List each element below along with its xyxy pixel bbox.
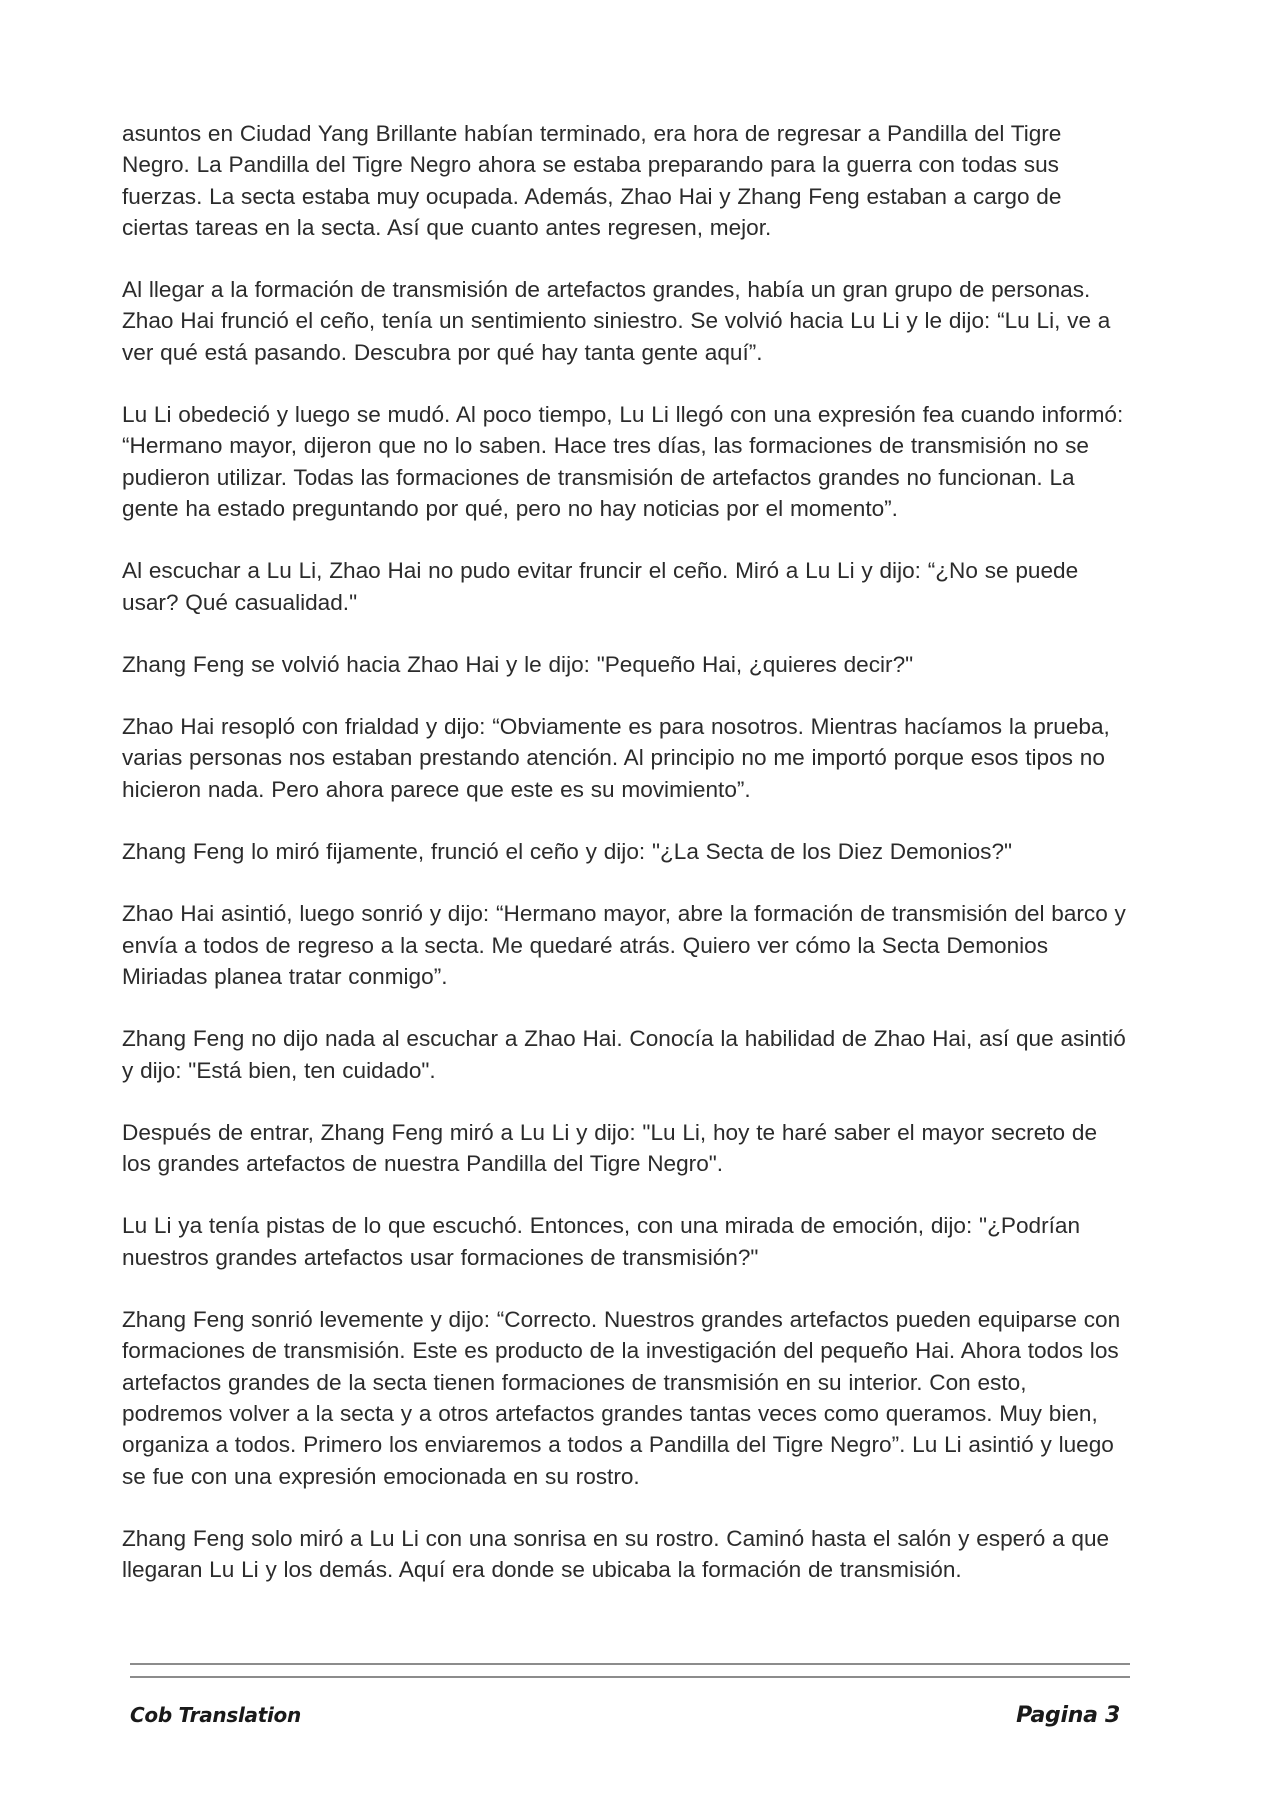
footer-divider-top: [130, 1663, 1130, 1665]
paragraph: Zhang Feng no dijo nada al escuchar a Zhao Hai. Conocía la habilidad de Zhao Hai, así que asintió y dijo: "Está bien, ten cuidado".: [122, 1026, 1126, 1083]
paragraph: Al escuchar a Lu Li, Zhao Hai no pudo evitar fruncir el ceño. Miró a Lu Li y dijo: “¿No se puede usar? Qué casualidad.": [122, 558, 1079, 615]
paragraph: Después de entrar, Zhang Feng miró a Lu Li y dijo: "Lu Li, hoy te haré saber el mayor secreto de los grandes artefactos de nuestra Pandilla del Tigre Negro".: [122, 1119, 1098, 1177]
paragraph: Al llegar a la formación de transmisión de artefactos grandes, había un gran grupo de personas. Zhao Hai frunció el ceño, tenía un sentimiento siniestro. Se volvió hacia Lu Li y le dijo: “Lu Li, ve a ver qué está pasando. Descubra por qué hay tanta gente aquí”.: [122, 277, 1111, 365]
paragraph: Lu Li obedeció y luego se mudó. Al poco tiempo, Lu Li llegó con una expresión fea cuando informó: “Hermano mayor, dijeron que no lo saben. Hace tres días, las formaciones de transmisión no se pudieron utilizar. Todas las formaciones de transmisión de artefactos grandes no funcionan. La gente ha estado preguntando por qué, pero no hay noticias por el momento”.: [122, 402, 1124, 521]
footer-page-number: Pagina 3: [1016, 1703, 1120, 1728]
paragraph: asuntos en Ciudad Yang Brillante habían terminado, era hora de regresar a Pandilla del Tigre Negro. La Pandilla del Tigre Negro ahora se estaba preparando para la guerra con todas sus fuerzas. La secta estaba muy ocupada. Además, Zhao Hai y Zhang Feng estaban a cargo de ciertas tareas en la secta. Así que cuanto antes regresen, mejor.: [122, 121, 1062, 240]
paragraph: Zhang Feng solo miró a Lu Li con una sonrisa en su rostro. Caminó hasta el salón y esperó a que llegaran Lu Li y los demás. Aquí era donde se ubicaba la formación de transmisión.: [122, 1525, 1110, 1583]
footer-divider-bottom: [130, 1676, 1130, 1678]
paragraph: Zhang Feng sonrió levemente y dijo: “Correcto. Nuestros grandes artefactos pueden equiparse con formaciones de transmisión. Este es producto de la investigación del pequeño Hai. Ahora todos los artefactos grandes de la secta tienen formaciones de transmisión en su interior. Con esto, podremos volver a la secta y a otros artefactos grandes tantas veces como queramos. Muy bien, organiza a todos. Primero los enviaremos a todos a Pandilla del Tigre Negro”. Lu Li asintió y luego se fue con una expresión emocionada en su rostro.: [122, 1307, 1121, 1489]
body-text: [122, 118, 1132, 1616]
paragraph: Zhao Hai asintió, luego sonrió y dijo: “Hermano mayor, abre la formación de transmisión del barco y envía a todos de regreso a la secta. Me quedaré atrás. Quiero ver cómo la Secta Demonios Miriadas planea tratar conmigo”.: [122, 901, 1126, 989]
paragraph: Zhang Feng se volvió hacia Zhao Hai y le dijo: "Pequeño Hai, ¿quieres decir?": [122, 651, 914, 677]
paragraph: Zhang Feng lo miró fijamente, frunció el ceño y dijo: "¿La Secta de los Diez Demonios?": [122, 839, 1013, 865]
paragraph: Lu Li ya tenía pistas de lo que escuchó. Entonces, con una mirada de emoción, dijo: "¿Podrían nuestros grandes artefactos usar formaciones de transmisión?": [122, 1213, 1081, 1270]
footer-translator-credit: Cob Translation: [130, 1703, 301, 1727]
paragraph: Zhao Hai resopló con frialdad y dijo: “Obviamente es para nosotros. Mientras hacíamos la prueba, varias personas nos estaban prestando atención. Al principio no me importó porque esos tipos no hicieron nada. Pero ahora parece que este es su movimiento”.: [122, 714, 1110, 802]
